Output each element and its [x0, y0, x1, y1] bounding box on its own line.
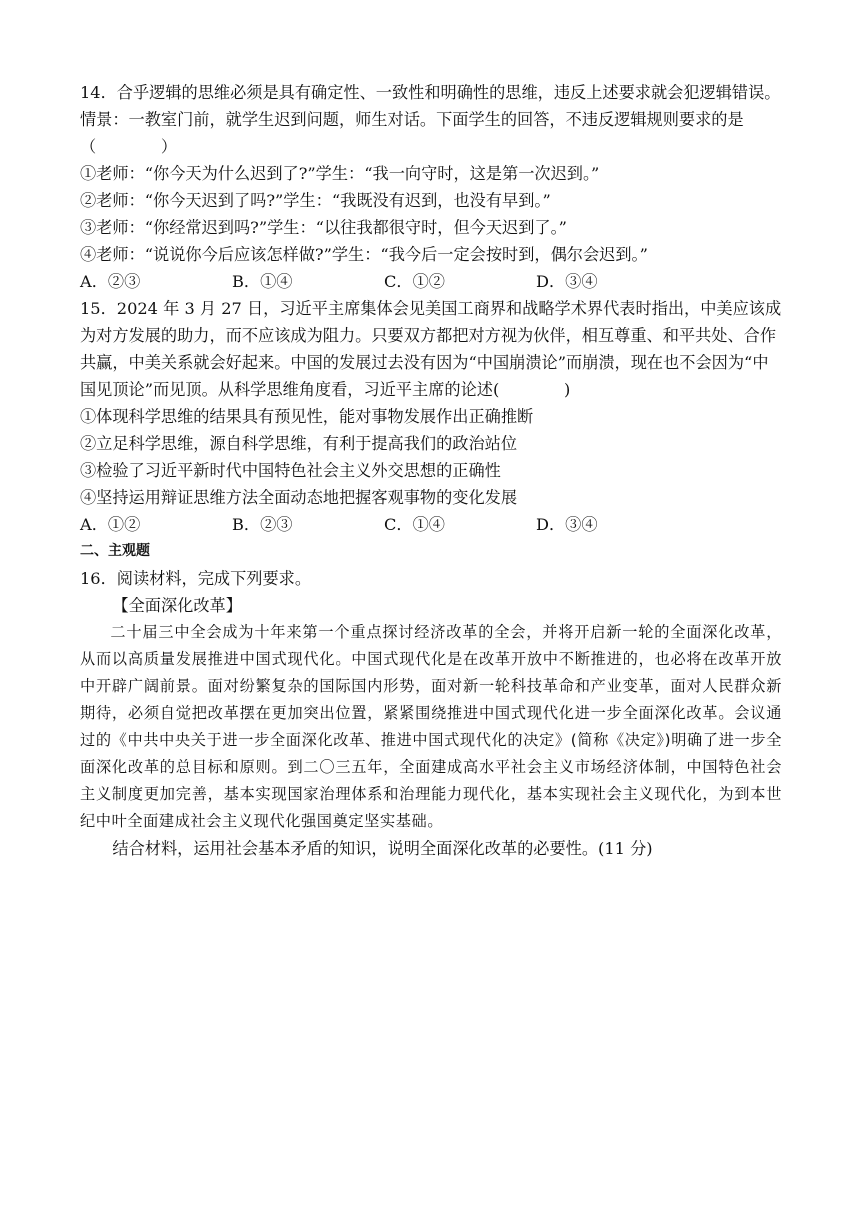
- question-15: [80, 295, 782, 538]
- option-a: A．②③: [80, 272, 141, 291]
- option-c: C．①④: [384, 515, 445, 534]
- option-d: D．③④: [536, 272, 598, 291]
- question-14-item-2: ②老师：“你今天迟到了吗?”学生：“我既没有迟到，也没有早到。”: [80, 191, 551, 210]
- question-15-options: [80, 511, 782, 538]
- question-15-item-2: ②立足科学思维，源自科学思维，有利于提高我们的政治站位: [80, 434, 518, 453]
- question-15-item-3: ③检验了习近平新时代中国特色社会主义外交思想的正确性: [80, 461, 501, 480]
- question-15-stem: 15．2024 年 3 月 27 日，习近平主席集体会见美国工商界和战略学术界代表时指出，中美应该成为对方发展的助力，而不应该成为阻力。只要双方都把对方视为伙伴，相互尊重、和平共处、合作共赢，中美关系就会好起来。中国的发展过去没有因为“中国崩溃论”而崩溃，现在也不会因为“中国见顶论”而见顶。从科学思维角度看，习近平主席的论述( ): [80, 299, 782, 399]
- question-16: [80, 565, 782, 862]
- exam-content: [80, 79, 782, 862]
- question-15-item-4: ④坚持运用辩证思维方法全面动态地把握客观事物的变化发展: [80, 488, 518, 507]
- section-heading: 二、主观题: [80, 543, 150, 559]
- option-b: B．①④: [232, 272, 293, 291]
- question-14-item-4: ④老师：“说说你今后应该怎样做?”学生：“我今后一定会按时到，偶尔会迟到。”: [80, 245, 648, 264]
- question-16-stem: 16．阅读材料，完成下列要求。: [80, 569, 312, 588]
- question-16-task: 结合材料，运用社会基本矛盾的知识，说明全面深化改革的必要性。(11 分): [112, 839, 653, 858]
- material-text: 二十届三中全会成为十年来第一个重点探讨经济改革的全会，并将开启新一轮的全面深化改革，从而以高质量发展推进中国式现代化。中国式现代化是在改革开放中不断推进的，也必将在改革开放中开辟广阔前景。面对纷繁复杂的国际国内形势，面对新一轮科技革命和产业变革，面对人民群众新期待，必须自觉把改革摆在更加突出位置，紧紧围绕推进中国式现代化进一步全面深化改革。会议通过的《中共中央关于进一步全面深化改革、推进中国式现代化的决定》(简称《决定》)明确了进一步全面深化改革的总目标和原则。到二〇三五年，全面建成高水平社会主义市场经济体制，中国特色社会主义制度更加完善，基本实现国家治理体系和治理能力现代化，基本实现社会主义现代化，为到本世纪中叶全面建成社会主义现代化强国奠定坚实基础。: [80, 623, 782, 830]
- material-subtitle: 【全面深化改革】: [112, 596, 242, 615]
- question-14: [80, 79, 782, 295]
- option-d: D．③④: [536, 515, 598, 534]
- option-c: C．①②: [384, 272, 445, 291]
- option-b: B．②③: [232, 515, 293, 534]
- question-14-item-3: ③老师：“你经常迟到吗?”学生：“以往我都很守时，但今天迟到了。”: [80, 218, 567, 237]
- question-14-options: [80, 268, 782, 295]
- question-14-item-1: ①老师：“你今天为什么迟到了?”学生：“我一向守时，这是第一次迟到。”: [80, 164, 600, 183]
- question-15-item-1: ①体现科学思维的结果具有预见性，能对事物发展作出正确推断: [80, 407, 534, 426]
- question-14-stem: 14．合乎逻辑的思维必须是具有确定性、一致性和明确性的思维，违反上述要求就会犯逻辑错误。情景：一教室门前，就学生迟到问题，师生对话。下面学生的回答，不违反逻辑规则要求的是（ ）: [80, 83, 781, 156]
- option-a: A．①②: [80, 515, 141, 534]
